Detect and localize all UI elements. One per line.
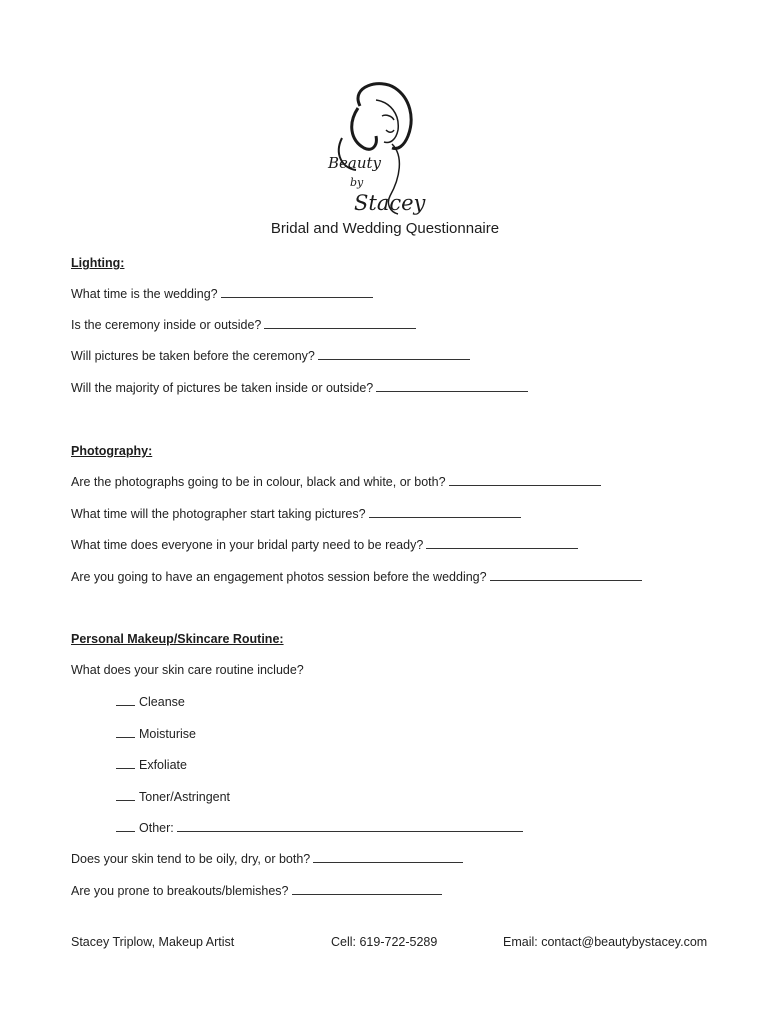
footer-email: Email: contact@beautybystacey.com (503, 935, 708, 949)
lighting-question-wedding-time (71, 286, 373, 301)
routine-option-other (116, 820, 523, 835)
routine-option-cleanse (116, 694, 185, 709)
answer-blank[interactable] (221, 286, 373, 298)
question-text: Are you prone to breakouts/blemishes? (71, 884, 289, 898)
routine-question-skin-type (71, 851, 463, 866)
option-label: Exfoliate (139, 758, 187, 772)
option-label: Toner/Astringent (139, 790, 231, 804)
page-title: Bridal and Wedding Questionnaire (270, 220, 500, 237)
checkbox-blank[interactable] (116, 789, 135, 801)
checkbox-blank[interactable] (116, 757, 135, 769)
question-text: What time will the photographer start taking pictures? (71, 507, 366, 521)
answer-blank[interactable] (292, 883, 442, 895)
answer-blank[interactable] (449, 474, 601, 486)
question-text: Is the ceremony inside or outside? (71, 318, 262, 332)
lighting-question-pictures-location (71, 380, 528, 395)
checkbox-blank[interactable] (116, 694, 135, 706)
answer-blank[interactable] (369, 506, 521, 518)
routine-option-moisturise (116, 726, 196, 741)
beauty-by-stacey-logo (320, 78, 430, 220)
checkbox-blank[interactable] (116, 820, 135, 832)
photography-heading: Photography: (71, 444, 153, 458)
answer-blank[interactable] (490, 569, 642, 581)
routine-heading: Personal Makeup/Skincare Routine: (71, 632, 284, 646)
photography-question-party-ready (71, 537, 578, 552)
routine-question-breakouts (71, 883, 442, 898)
footer-cell: Cell: 619-722-5289 (331, 935, 438, 949)
question-text: Will the majority of pictures be taken inside or outside? (71, 381, 374, 395)
routine-option-exfoliate (116, 757, 187, 772)
checkbox-blank[interactable] (116, 726, 135, 738)
question-text: Are the photographs going to be in colour, black and white, or both? (71, 475, 446, 489)
footer-artist-name: Stacey Triplow, Makeup Artist (71, 935, 235, 949)
question-text: What time does everyone in your bridal party need to be ready? (71, 538, 424, 552)
lighting-question-pictures-before (71, 348, 470, 363)
question-text: Are you going to have an engagement photos session before the wedding? (71, 570, 487, 584)
option-label: Moisturise (139, 727, 196, 741)
answer-blank[interactable] (376, 380, 528, 392)
photography-question-colour (71, 474, 601, 489)
photography-question-engagement (71, 569, 642, 584)
logo-word-by: by (350, 176, 364, 189)
option-label: Other: (139, 821, 174, 835)
photography-question-start-time (71, 506, 521, 521)
option-label: Cleanse (139, 695, 185, 709)
routine-option-toner (116, 789, 230, 804)
answer-blank[interactable] (313, 851, 463, 863)
question-text: Does your skin tend to be oily, dry, or both? (71, 852, 311, 866)
lighting-question-ceremony-location (71, 317, 416, 332)
answer-blank[interactable] (318, 348, 470, 360)
lighting-heading: Lighting: (71, 256, 125, 270)
routine-question-skin-care: What does your skin care routine include? (71, 663, 304, 677)
logo-word-beauty: Beauty (328, 154, 382, 172)
answer-blank[interactable] (426, 537, 578, 549)
answer-blank[interactable] (264, 317, 416, 329)
question-text: Will pictures be taken before the ceremony? (71, 349, 315, 363)
answer-blank[interactable] (177, 820, 523, 832)
logo-word-stacey: Stacey (354, 191, 426, 215)
question-text: What time is the wedding? (71, 287, 218, 301)
